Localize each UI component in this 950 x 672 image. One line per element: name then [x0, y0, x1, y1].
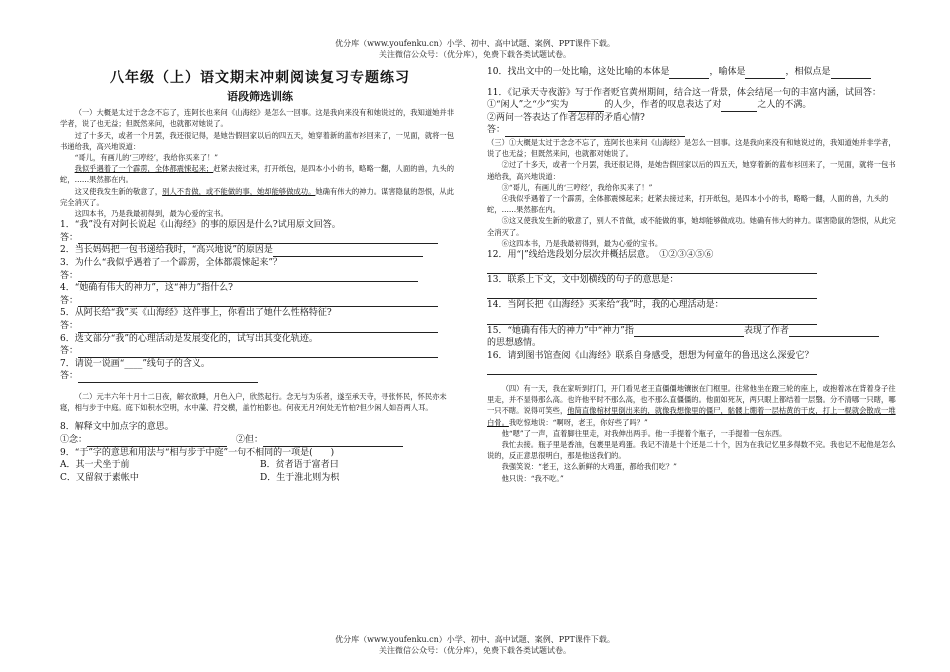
answer-line-5: 答：: [60, 320, 460, 333]
question-2: 2．当长妈妈把一包书递给我时，“高兴地说”的原因是: [60, 244, 460, 257]
passage-1-para-6: 这四本书，乃是我最初得到，最为心爱的宝书。: [74, 209, 228, 219]
question-4: 4．“她确有伟大的神力”，这“神力”指什么?: [60, 283, 233, 294]
passage-1-para-2: 过了十多天，或者一个月罢，我还很记得，是她告假回家以后的四五天，她穿着新的蓝布衫回来了，一见面，就将一包书递给我，高兴地说道：: [60, 130, 455, 151]
passage-3-para-1: （三）①大概是太过于念念不忘了，连阿长也来问《山海经》是怎么一回事。这是我向来没有和她说过的，我知道她并非学者，说了也无益；但既然来问，也就都对她说了。: [487, 137, 896, 159]
underlined-sentence-3: 他简直像棺材里倒出来的，就像我想像里的僵尸，骷髅上绷着一层枯黄的干皮，打上一棍就会散成一堆白骨。: [487, 406, 896, 427]
header-line-1: 优分库（www.youfenku.cn）小学、初中、高中试题、案例、PPT课件下载。: [335, 39, 615, 48]
passage-3-para-4: ④我似乎遇着了一个霹雳，全体都震悚起来；赶紧去接过来，打开纸包，是四本小小的书，略略一翻，人面的兽，九头的蛇，……果然都在内。: [487, 193, 889, 215]
passage-4-para-4: 我强笑说：“老王，这么新鲜的大鸡蛋，都给我们吃？”: [501, 462, 677, 472]
answer-blank[interactable]: [78, 272, 418, 282]
answer-blank[interactable]: [721, 102, 757, 112]
passage-3-para-3: ③“哥儿，有画儿的‘三哼经’，我给你买来了！”: [501, 182, 653, 192]
question-9-options-ab: [60, 459, 460, 472]
passage-1-para-1: （一）大概是太过于念念不忘了，连阿长也来问《山海经》是怎么一回事。这是我向来没有和她说过的，我知道她并非学者，说了也无益；但既然来问，也就都对她说了。: [60, 108, 455, 129]
underlined-sentence-2: 别人不肯做，或不能做的事，她却能够做成功。: [162, 186, 316, 196]
answer-blank[interactable]: [745, 69, 785, 79]
passage-1-para-3: “哥儿，有画儿的‘三哼经’，我给你买来了！”: [74, 153, 219, 162]
option-d[interactable]: D．生于淮北则为枳: [260, 472, 340, 483]
answer-blank[interactable]: [263, 437, 403, 447]
answer-blank[interactable]: [505, 127, 685, 137]
answer-blank[interactable]: [669, 69, 709, 79]
header-line-2: 关注微信公众号：（优分库），免费下载各类试题试卷。: [379, 50, 571, 59]
section-subtitle: 语段筛选训练: [227, 89, 293, 103]
page-title: 八年级（上）语文期末冲刺阅读复习专题练习: [110, 70, 410, 86]
passage-2: （二）元丰六年十月十二日夜，解衣欲睡，月色入户，欣然起行。念无与为乐者，遂至承天寺，寻张怀民，怀民亦未寝，相与步于中庭。庭下如积水空明，水中藻、荇交横，盖竹柏影也。何夜无月?何处无竹柏?但少闲人如吾两人耳。: [60, 391, 447, 413]
question-12: 12．用“|”线给选段划分层次并概括层意。 ①②③④⑤⑥: [487, 250, 714, 260]
passage-1-para-4: 我似乎遇着了一个霹雳，全体都震悚起来；赶紧去接过来，打开纸包，是四本小小的书，略略一翻，人面的兽，九头的蛇，……果然都在内。: [60, 164, 455, 185]
answer-line-6: 答：: [60, 345, 460, 358]
left-column: [60, 60, 460, 484]
answer-blank[interactable]: [78, 234, 438, 244]
question-15-end: 的思想感情。: [487, 338, 542, 349]
answer-blank[interactable]: [87, 437, 227, 447]
passage-3-para-2: ②过了十多天，或者一个月罢，我还很记得，是她告假回家以后的四五天，她穿着新的蓝布衫回来了，一见面，就将一包书递给我，高兴地说道：: [487, 160, 896, 181]
answer-blank[interactable]: [78, 297, 438, 307]
answer-line-13: [487, 287, 897, 300]
passage-1-para-5: 这又使我发生新的敬意了，别人不肯做，或不能做的事，她却能够做成功。她确有伟大的神力。谋害隐鼠的怨恨，从此完全消灭了。: [60, 186, 455, 207]
passage-4-para-3: 我忙去接。瓶子里是香油，包裹里是鸡蛋。我记不清是十个还是二十个，因为在我记忆里多得数不完。我也记不起他是怎么说的，反正意思很明白，那是他送我们的。: [487, 439, 896, 461]
passage-4-para-2: 他“嗯”了一声，直着脚往里走，对我伸出两手。他一手提着个瓶子，一手提着一包东西。: [501, 428, 787, 438]
passage-3-para-5: ⑤这又使我发生新的敬意了，别人不肯做，或不能做的事，她却能够做成功。她确有伟大的神力。谋害隐鼠的怨恨，从此完全消灭了。: [487, 216, 896, 237]
answer-blank[interactable]: [273, 247, 423, 257]
option-c[interactable]: C．又留叙于素帐中: [60, 472, 139, 483]
page-header: [0, 38, 950, 60]
answer-blank[interactable]: [78, 323, 438, 333]
question-5: 5．从阿长给“我”买《山海经》这件事上，你看出了她什么性格特征?: [60, 308, 332, 319]
passage-4-para-1: （四）有一天，我在家听到打门，开门看见老王直僵僵地镶嵌在门框里。往常他坐在蹬三轮的座上，或抱着冰在背着身子往里走，并不显得那么高。也许他平时不那么高，也不那么直僵僵的。他面如死灰，两只眼上都结着一层翳。分不清哪一只瞎，哪一只不瞎。说得可笑些，他简直像棺材里倒出来的，就像我想像里的僵尸，骷髅上绷着一层枯黄的干皮，打上一棍就会散成一堆白骨。我吃惊地说：“啊呀，老王，你好些了吗？”: [487, 383, 896, 427]
answer-blank[interactable]: [78, 348, 438, 358]
answer-line-1: 答：: [60, 232, 460, 245]
question-8-blanks: ①念： ②但：: [60, 434, 460, 447]
question-9: 9．“于”字的意思和用法与“相与步于中庭”一句不相同的一项是( ): [60, 447, 335, 458]
question-15: 15．“她确有伟大的神力”中“神力”指 表现了作者: [487, 325, 897, 338]
passage-3-para-6: ⑥这四本书，乃是我最初得到，最为心爱的宝书。: [501, 238, 663, 248]
right-column: [487, 60, 897, 484]
question-8: 8．解释文中加点字的意思。: [60, 422, 174, 433]
answer-blank[interactable]: [78, 373, 258, 383]
answer-line-7: 答：: [60, 370, 460, 383]
answer-line-4: 答：: [60, 295, 460, 308]
question-3: 3．为什么“我似乎遇着了一个霹雳，全体都震悚起来”？: [60, 258, 282, 268]
answer-blank[interactable]: [487, 264, 817, 274]
underlined-sentence: 我似乎遇着了一个霹雳，全体都震悚起来；: [74, 164, 214, 174]
passage-4-para-5: 他只说：“我不吃。”: [501, 473, 564, 483]
question-13: 13．联系上下文，文中划横线的句子的意思是：: [487, 275, 679, 286]
answer-blank[interactable]: [487, 365, 817, 375]
question-11-part-1: ①“闲人”之“少”实为 的人少，作者的叹息表达了对 之人的不满。: [487, 100, 812, 111]
answer-line-14: [487, 312, 897, 325]
question-1: 1．“我”没有对阿长说起《山海经》的事的原因是什么?试用原文回答。: [60, 220, 341, 231]
answer-blank[interactable]: [568, 102, 604, 112]
answer-line-16: [487, 362, 897, 375]
question-16: 16．请到图书馆查阅《山海经》联系自身感受，想想为何童年的鲁迅这么深爱它？: [487, 350, 814, 361]
option-b[interactable]: B．贫者语于富者曰: [260, 460, 339, 471]
answer-blank[interactable]: [487, 289, 817, 299]
answer-line-12: [487, 262, 897, 275]
question-6: 6．选文部分“我”的心理活动是发展变化的，试写出其变化轨迹。: [60, 333, 318, 344]
answer-line-3: 答：: [60, 270, 460, 283]
question-14: 14．当阿长把《山海经》买来给“我”时，我的心理活动是：: [487, 300, 724, 311]
answer-blank[interactable]: [487, 315, 817, 325]
answer-blank[interactable]: [831, 69, 871, 79]
question-9-options-cd: [60, 472, 460, 485]
footer-line-1: 优分库（www.youfenku.cn）小学、初中、高中试题、案例、PPT课件下载。: [335, 635, 615, 644]
question-11: 11．《记承天寺夜游》写于作者贬官黄州期间，结合这一背景，体会结尾一句的丰富内涵，试回答：: [487, 87, 881, 98]
question-7: 7．请说一说画“____”线句子的含义。: [60, 358, 210, 369]
footer-line-2: 关注微信公众号：（优分库），免费下载各类试题试卷。: [379, 646, 571, 655]
page-footer: [0, 634, 950, 656]
question-10: 10．找出文中的一处比喻，这处比喻的本体是 ，喻体是 ，相似点是: [487, 66, 897, 79]
answer-blank[interactable]: [789, 327, 879, 337]
answer-line-11: 答：: [487, 124, 897, 137]
question-11-part-2: ②两问一答表达了作者怎样的矛盾心情?: [487, 112, 645, 123]
option-a[interactable]: A．其一犬坐于前: [60, 460, 130, 471]
answer-blank[interactable]: [634, 327, 744, 337]
